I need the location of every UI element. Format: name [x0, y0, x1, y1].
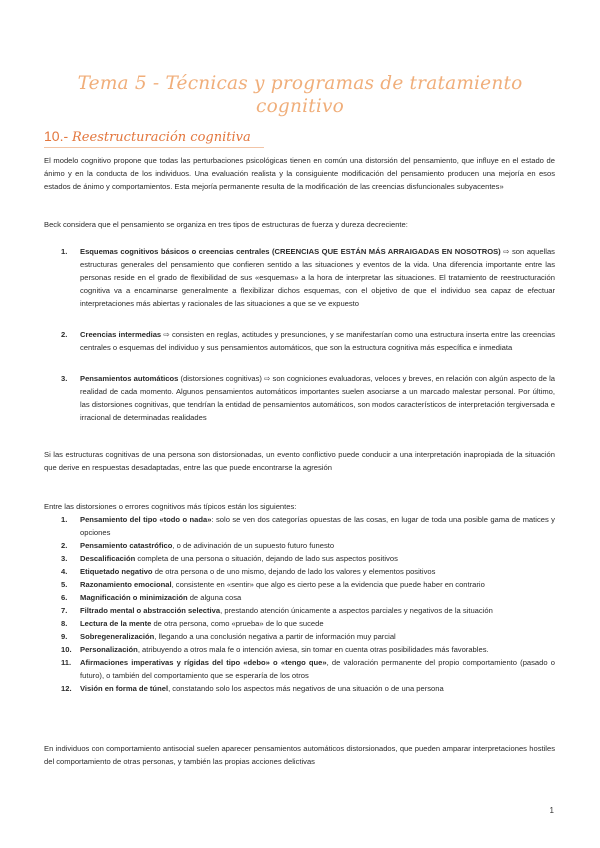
section-number: 10.-	[44, 128, 69, 144]
list-item: 10. Personalización, atribuyendo a otros mala fe o intención aviesa, sin tomar en cuenta otras posibilidades más favorables.	[61, 645, 489, 654]
list-item: 5. Razonamiento emocional, consistente en «sentir» que algo es cierto pese a la evidencia que puede haber en contrario	[61, 580, 485, 589]
list-item: 3. Pensamientos automáticos (distorsiones cognitivas) ⇨ son cogniciones evaluadoras, veloces y breves, en relación con algún aspecto de la realidad de cada momento. Algunos pensamientos automáticos importantes suelen asociarse a un marcado malestar personal. Por último, las distorsiones cognitivas, que tendrían la entidad de pensamientos automáticos, son modos característicos de interpretación tergiversada e irracional de determinadas realidades	[61, 374, 556, 422]
heading-underline	[44, 147, 264, 148]
list-item: 2. Creencias intermedias ⇨ consisten en reglas, actitudes y presunciones, y se manifestarían como una estructura inserta entre las creencias centrales o esquemas del individuo y sus pensamientos automáticos, que son la estructura cognitiva más específica e inmediata	[61, 330, 555, 352]
list-item: 12. Visión en forma de túnel, constatando solo los aspectos más negativos de una situación o de una persona	[61, 684, 444, 693]
arrow-icon: ⇨	[503, 247, 510, 256]
list-item: 6. Magnificación o minimización de alguna cosa	[61, 593, 242, 602]
list-item: 8. Lectura de la mente de otra persona, como «prueba» de lo que sucede	[61, 619, 324, 628]
page-number: 1	[549, 806, 554, 815]
list-item: 11. Afirmaciones imperativas y rígidas del tipo «debo» o «tengo que», de valoración permanente del propio comportamiento (pasado o futuro), o también del comportamiento que se esperaría de los otros	[61, 658, 555, 680]
list-item: 1. Pensamiento del tipo «todo o nada»: solo se ven dos categorías opuestas de las cosas, en lugar de toda una posible gama de matices y opciones	[61, 515, 555, 537]
list-item: 7. Filtrado mental o abstracción selectiva, prestando atención únicamente a aspectos parciales y negativos de la situación	[61, 606, 493, 615]
section-label: Reestructuración cognitiva	[72, 130, 251, 145]
list-item: 2. Pensamiento catastrófico, o de adivinación de un supuesto futuro funesto	[61, 541, 335, 550]
closing-paragraph: En individuos con comportamiento antisocial suelen aparecer pensamientos automáticos distorsionados, que pueden amparar interpretaciones hostiles del comportamiento de otras personas, y también las propias acciones delictivas	[44, 744, 555, 766]
conflict-paragraph: Si las estructuras cognitivas de una persona son distorsionadas, un evento conflictivo puede conducir a una interpretación inapropiada de la situación que derive en respuestas desadaptadas, entre las que puede encontrarse la agresión	[44, 450, 555, 472]
arrow-icon: ⇨	[264, 374, 271, 383]
structures-list	[61, 245, 556, 442]
distortions-list	[61, 513, 555, 695]
beck-intro: Beck considera que el pensamiento se organiza en tres tipos de estructuras de fuerza y dureza decreciente:	[44, 220, 408, 229]
intro-paragraph: El modelo cognitivo propone que todas las perturbaciones psicológicas tienen en común una distorsión del pensamiento, que influye en el estado de ánimo y en la conducta de los individuos. Una evaluación realista y la consiguiente modificación del pensamiento producen una mejoría en esos estados de ánimo y comportamientos. Esta mejoría permanente resulta de la modificación de las creencias disfuncionales subyacentes»	[44, 156, 555, 191]
list-item: 9. Sobregeneralización, llegando a una conclusión negativa a partir de información muy parcial	[61, 632, 396, 641]
page-title: Tema 5 - Técnicas y programas de tratamiento cognitivo	[77, 73, 523, 117]
list-item: 1. Esquemas cognitivos básicos o creencias centrales (CREENCIAS QUE ESTÁN MÁS ARRAIGADAS EN NOSOTROS) ⇨ son aquellas estructuras generales del pensamiento que confieren sentido a las situaciones y eventos de la vida. Una diferencia importante entre las personas reside en el grado de flexibilidad de sus «esquemas» a la hora de interpretar las situaciones. El tratamiento de reestructuración cognitiva va a encaminarse generalmente a flexibilizar dichos esquemas, con el objetivo de que el individuo sea capaz de efectuar interpretaciones más abiertas y racionales de las situaciones a que se ve expuesto	[61, 247, 555, 308]
list-item: 3. Descalificación completa de una persona o situación, dejando de lado sus aspectos positivos	[61, 554, 398, 563]
arrow-icon: ⇨	[163, 330, 170, 339]
list-item: 4. Etiquetado negativo de otra persona o de uno mismo, dejando de lado los valores y elementos positivos	[61, 567, 436, 576]
section-heading	[44, 128, 251, 145]
distortions-intro: Entre las distorsiones o errores cognitivos más típicos están los siguientes:	[44, 502, 297, 511]
